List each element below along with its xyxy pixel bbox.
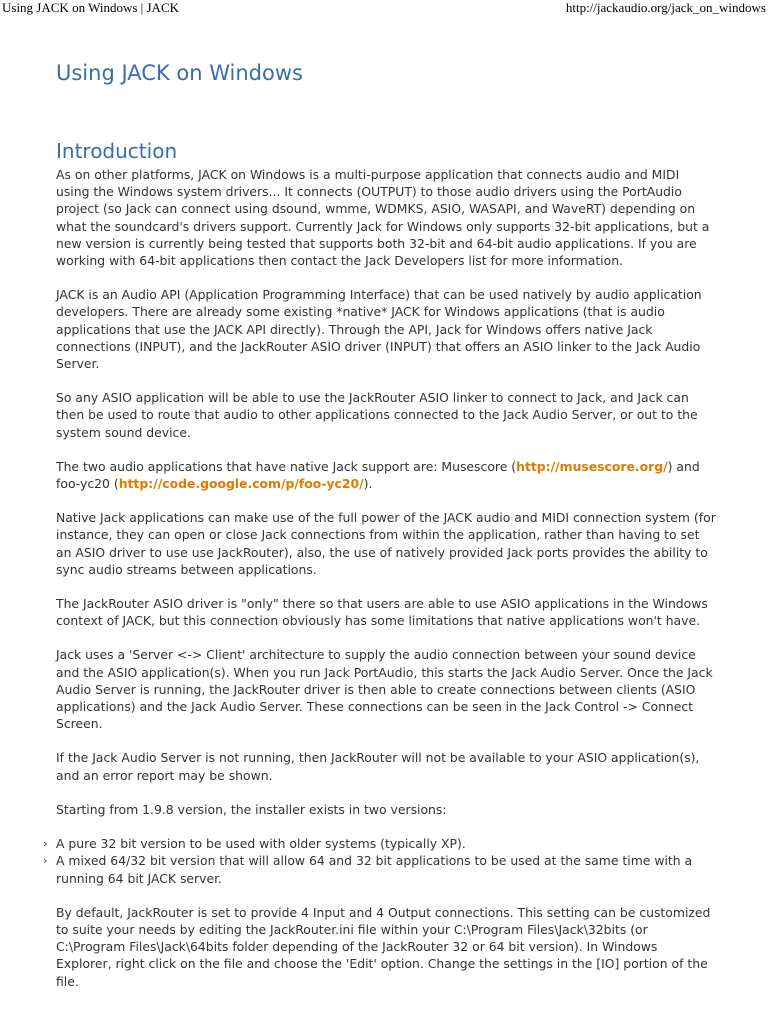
paragraph-jack-api: JACK is an Audio API (Application Programming Interface) that can be used natively by audio application developers. There are already some existing *native* JACK for Windows applications (that is audio applications that use the JACK API directly). Through the API, Jack for Windows offers native Jack connections (INPUT), and the JackRouter ASIO driver (INPUT) that offers an ASIO linker to the Jack Audio Server. xyxy=(56,287,702,372)
paragraph-asio-linker: So any ASIO application will be able to use the JackRouter ASIO linker to connect to Jack, and Jack can then be used to route that audio to other applications connected to the Jack Audio Server, or out to the system sound device. xyxy=(56,390,698,440)
list-item xyxy=(43,852,716,886)
paragraph-server-client: Jack uses a 'Server <-> Client' architecture to supply the audio connection between your sound device and the ASIO application(s). When you run Jack PortAudio, this starts the Jack Audio Server. Once the Jack Audio Server is running, the JackRouter driver is then able to create connections between clients (ASIO applications) and the Jack Audio Server. These connections can be seen in the Jack Control -> Connect Screen. xyxy=(56,647,713,732)
bullet-icon: › xyxy=(43,837,48,851)
version-list xyxy=(43,835,716,887)
print-page-url: http://jackaudio.org/jack_on_windows xyxy=(565,0,766,15)
paragraph-default-config: By default, JackRouter is set to provide 4 Input and 4 Output connections. This setting can be customized to suite your needs by editing the JackRouter.ini file within your C:\Program Files\Jack\32bits (or C:\Program Files\Jack\64bits folder depending of the JackRouter 32 or 64 bit version). In Windows Explorer, right click on the file and choose the 'Edit' option. Change the settings in the [IO] portion of the file. xyxy=(56,904,711,989)
paragraph-native-power: Native Jack applications can make use of the full power of the JACK audio and MIDI connection system (for instance, they can open or close Jack connections from within the application, rather than having to set an ASIO driver to use use JackRouter), also, the use of natively provided Jack ports provides the ability to sync audio streams between applications. xyxy=(56,510,716,577)
paragraph-installer-versions: Starting from 1.9.8 version, the installer exists in two versions: xyxy=(56,801,447,817)
section-heading-introduction: Introduction xyxy=(56,139,178,163)
list-item-text: A pure 32 bit version to be used with older systems (typically XP). xyxy=(56,836,466,852)
page-title: Using JACK on Windows xyxy=(56,61,303,85)
print-page-label: Using JACK on Windows | JACK xyxy=(2,0,179,15)
foo-yc20-link[interactable]: http://code.google.com/p/foo-yc20/ xyxy=(118,476,364,492)
paragraph-native-apps xyxy=(56,458,716,492)
paragraph-overview: As on other platforms, JACK on Windows is a multi-purpose application that connects audio and MIDI using the Windows system drivers... It connects (OUTPUT) to those audio drivers using the PortAudio project (so Jack can connect using dsound, wmme, WDMKS, ASIO, WASAPI, and WaveRT) depending on what the soundcard's drivers support. Currently Jack for Windows only supports 32-bit applications, but a new version is currently being tested that supports both 32-bit and 64-bit audio applications. If you are working with 64-bit applications then contact the Jack Developers list for more information. xyxy=(56,167,710,269)
print-header xyxy=(0,0,768,16)
paragraph-server-not-running: If the Jack Audio Server is not running, then JackRouter will not be available to your ASIO application(s), and an error report may be shown. xyxy=(56,750,700,783)
list-item xyxy=(43,835,716,852)
bullet-icon: › xyxy=(43,854,48,868)
musescore-link[interactable]: http://musescore.org/ xyxy=(516,458,668,474)
native-apps-text-1: The two audio applications that have native Jack support are: Musescore ( xyxy=(56,458,517,474)
native-apps-text-2: ) and foo-yc20 ( xyxy=(56,458,700,492)
article-content xyxy=(43,58,716,1007)
native-apps-text-3: ). xyxy=(363,476,373,492)
paragraph-jackrouter-limits: The JackRouter ASIO driver is "only" there so that users are able to use ASIO applications in the Windows context of JACK, but this connection obviously has some limitations that native applications won't have. xyxy=(56,596,708,629)
list-item-text: A mixed 64/32 bit version that will allow 64 and 32 bit applications to be used at the same time with a running 64 bit JACK server. xyxy=(56,853,693,886)
